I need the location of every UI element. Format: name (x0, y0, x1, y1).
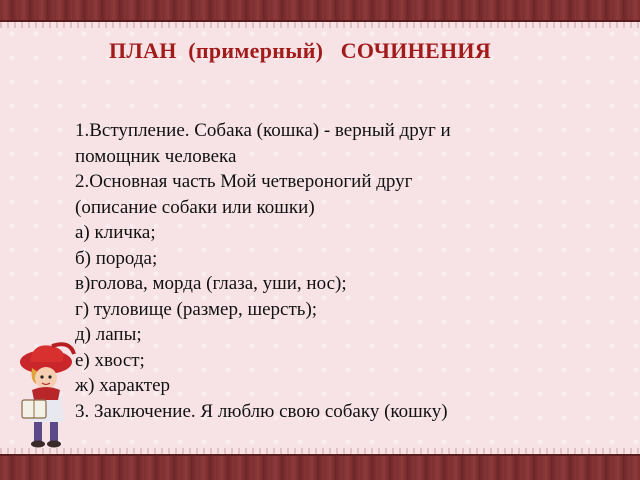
bottom-dotted-border (0, 448, 640, 454)
plan-line: е) хвост; (75, 349, 145, 371)
essay-plan-list (75, 118, 615, 424)
plan-line: г) туловище (размер, шерсть); (75, 298, 318, 320)
plan-line: б) порода; (75, 247, 158, 269)
plan-line: д) лапы; (75, 324, 142, 345)
plan-line: 1.Вступление. Собака (кошка) - верный друг и (75, 120, 451, 141)
plan-line: (описание собаки или кошки) (75, 196, 315, 218)
plan-line: в)голова, морда (глаза, уши, нос); (75, 273, 347, 294)
slide-title: ПЛАН (примерный) СОЧИНЕНИЯ (108, 38, 492, 63)
plan-line: ж) характер (75, 375, 171, 396)
plan-line: 2.Основная часть Мой четвероногий друг (75, 171, 413, 192)
bottom-decorative-band (0, 454, 640, 480)
plan-line: помощник человека (75, 145, 237, 167)
top-dotted-border (0, 22, 640, 28)
cartoon-boy-with-red-hat-icon (12, 340, 82, 450)
plan-line: 3. Заключение. Я люблю свою собаку (кошку) (75, 400, 448, 422)
top-decorative-band (0, 0, 640, 22)
plan-line: а) кличка; (75, 222, 156, 243)
